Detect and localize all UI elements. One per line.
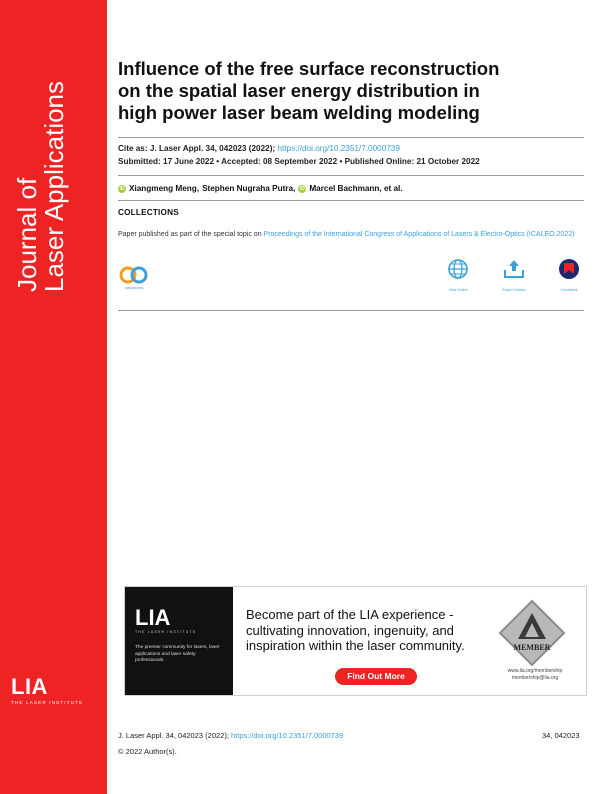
crossmark-label: CrossMark (560, 288, 578, 292)
lia-membership-ad[interactable] (124, 586, 587, 696)
special-topic-link[interactable]: Proceedings of the International Congress of Applications of Lasers & Electro-Optics (ICALEO 2022) (263, 231, 575, 238)
crossmark-button[interactable] (549, 258, 589, 292)
footer-citation (118, 731, 343, 740)
title-line-2: on the spatial laser energy distribution in (118, 80, 480, 101)
divider (118, 137, 584, 138)
ad-brand-panel (125, 587, 233, 695)
member-badge (498, 599, 566, 667)
export-citation-button[interactable] (494, 258, 534, 292)
ad-email[interactable]: membership@lia.org (511, 674, 559, 681)
open-access-label: openaccess (124, 286, 144, 290)
member-badge-text: MEMBER (513, 643, 551, 652)
globe-icon (447, 258, 469, 280)
lia-logo[interactable] (11, 676, 97, 705)
title-line-3: high power laser beam welding modeling (118, 102, 480, 123)
author-list (118, 184, 403, 193)
ad-website[interactable]: www.lia.org/membership (507, 668, 563, 674)
title-line-1: Influence of the free surface reconstruction (118, 58, 500, 79)
export-icon (502, 258, 526, 280)
lia-logo-subtitle: THE LASER INSTITUTE (11, 700, 84, 705)
journal-sidebar (0, 0, 107, 794)
collections-heading: COLLECTIONS (118, 208, 179, 217)
doi-link[interactable]: https://doi.org/10.2351/7.0000739 (277, 144, 400, 153)
ad-headline-line: cultivating innovation, ingenuity, and (246, 622, 454, 638)
ad-headline-line: inspiration within the laser community. (246, 638, 465, 653)
journal-title (14, 32, 68, 292)
ad-headline-line: Become part of the LIA experience - (246, 607, 454, 622)
open-access-icon (118, 265, 150, 285)
lia-logo-mark: LIA (11, 674, 48, 699)
journal-title-line1: Journal of (12, 177, 42, 292)
divider (118, 175, 584, 176)
open-access-logo[interactable] (118, 265, 150, 290)
view-online-button[interactable] (438, 258, 478, 292)
orcid-icon[interactable]: iD (299, 185, 305, 192)
special-topic-note (118, 229, 584, 240)
author-name[interactable]: Stephen Nugraha Putra, (202, 184, 296, 193)
author-name[interactable]: Xiangmeng Meng, (129, 184, 200, 193)
view-online-label: View Online (448, 288, 468, 292)
article-number: 34, 042023 (542, 731, 580, 740)
cite-label: Cite as: J. Laser Appl. 34, 042023 (2022); (118, 144, 276, 153)
divider (118, 200, 584, 201)
divider (118, 310, 584, 311)
crossmark-icon (558, 258, 580, 280)
find-out-more-button[interactable]: Find Out More (335, 668, 417, 685)
article-title (118, 58, 588, 124)
citation-line (118, 143, 400, 154)
publication-dates: Submitted: 17 June 2022 • Accepted: 08 September 2022 • Published Online: 21 October 2022 (118, 157, 480, 166)
footer-cite: J. Laser Appl. 34, 042023 (2022); (118, 731, 229, 740)
export-citation-label: Export Citation (502, 288, 526, 292)
ad-contact (495, 668, 575, 681)
ad-headline (246, 607, 506, 654)
topic-prefix: Paper published as part of the special topic on (118, 231, 262, 238)
ad-lia-logo: LIA (135, 605, 171, 630)
orcid-icon[interactable]: iD (119, 185, 125, 192)
footer-doi-link[interactable]: https://doi.org/10.2351/7.0000739 (231, 731, 344, 740)
copyright: © 2022 Author(s). (118, 747, 177, 756)
ad-tagline: The premier community for lasers, laser applications and laser safety professionals. (135, 645, 220, 663)
journal-title-line2: Laser Applications (39, 80, 69, 292)
ad-lia-subtitle: THE LASER INSTITUTE (135, 630, 197, 634)
author-name[interactable]: Marcel Bachmann, et al. (309, 184, 403, 193)
